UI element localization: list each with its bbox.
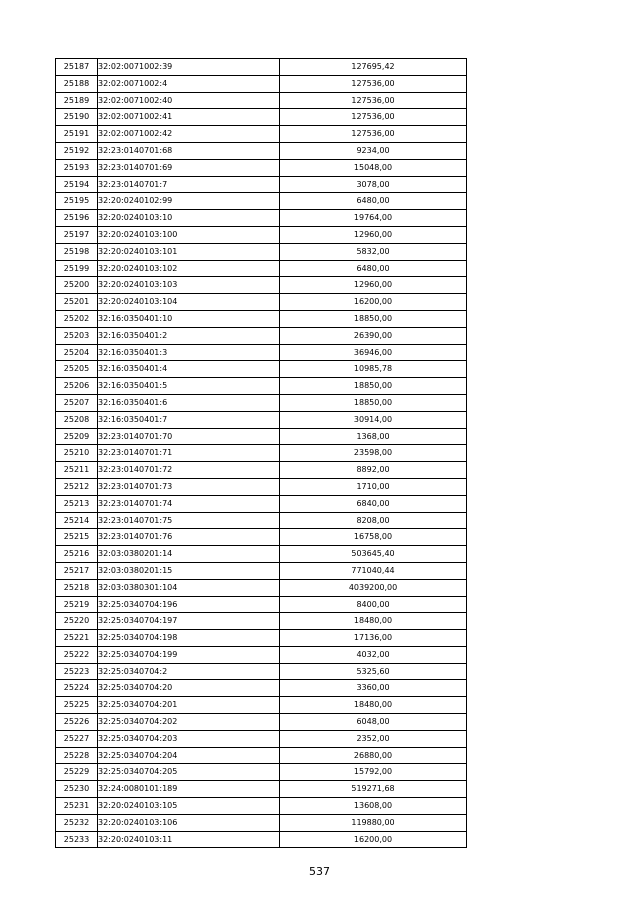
table-row: [56, 831, 467, 848]
value-cell: 2352,00: [280, 730, 467, 747]
table-row: [56, 394, 467, 411]
cadastral-number-cell: 32:25:0340704:205: [98, 764, 280, 781]
value-cell: 13608,00: [280, 798, 467, 815]
row-number-cell: 25231: [56, 798, 98, 815]
cadastral-number-cell: 32:23:0140701:7: [98, 176, 280, 193]
value-cell: 6840,00: [280, 495, 467, 512]
row-number-cell: 25202: [56, 310, 98, 327]
value-cell: 8208,00: [280, 512, 467, 529]
table-row: [56, 579, 467, 596]
value-cell: 18850,00: [280, 378, 467, 395]
row-number-cell: 25199: [56, 260, 98, 277]
row-number-cell: 25195: [56, 193, 98, 210]
row-number-cell: 25187: [56, 59, 98, 76]
cadastral-number-cell: 32:25:0340704:203: [98, 730, 280, 747]
cadastral-number-cell: 32:23:0140701:76: [98, 529, 280, 546]
row-number-cell: 25198: [56, 243, 98, 260]
value-cell: 17136,00: [280, 630, 467, 647]
row-number-cell: 25233: [56, 831, 98, 848]
table-row: [56, 764, 467, 781]
value-cell: 4039200,00: [280, 579, 467, 596]
row-number-cell: 25229: [56, 764, 98, 781]
row-number-cell: 25206: [56, 378, 98, 395]
table-row: [56, 646, 467, 663]
value-cell: 18850,00: [280, 394, 467, 411]
table-row: [56, 596, 467, 613]
cadastral-number-cell: 32:02:0071002:40: [98, 92, 280, 109]
row-number-cell: 25201: [56, 294, 98, 311]
table-row: [56, 92, 467, 109]
table-row: [56, 445, 467, 462]
value-cell: 26880,00: [280, 747, 467, 764]
cadastral-number-cell: 32:23:0140701:72: [98, 462, 280, 479]
cadastral-number-cell: 32:23:0140701:75: [98, 512, 280, 529]
row-number-cell: 25213: [56, 495, 98, 512]
value-cell: 6480,00: [280, 193, 467, 210]
value-cell: 8400,00: [280, 596, 467, 613]
cadastral-number-cell: 32:25:0340704:199: [98, 646, 280, 663]
cadastral-number-cell: 32:16:0350401:10: [98, 310, 280, 327]
value-cell: 19764,00: [280, 210, 467, 227]
row-number-cell: 25204: [56, 344, 98, 361]
cadastral-number-cell: 32:02:0071002:39: [98, 59, 280, 76]
table-row: [56, 260, 467, 277]
value-cell: 127536,00: [280, 75, 467, 92]
table-row: [56, 630, 467, 647]
cadastral-number-cell: 32:16:0350401:7: [98, 411, 280, 428]
table-row: [56, 512, 467, 529]
value-cell: 5832,00: [280, 243, 467, 260]
cadastral-number-cell: 32:25:0340704:2: [98, 663, 280, 680]
table-row: [56, 226, 467, 243]
row-number-cell: 25214: [56, 512, 98, 529]
value-cell: 15792,00: [280, 764, 467, 781]
table-row: [56, 378, 467, 395]
value-cell: 127536,00: [280, 109, 467, 126]
table-row: [56, 59, 467, 76]
row-number-cell: 25205: [56, 361, 98, 378]
row-number-cell: 25230: [56, 781, 98, 798]
table-row: [56, 428, 467, 445]
value-cell: 23598,00: [280, 445, 467, 462]
cadastral-number-cell: 32:20:0240103:105: [98, 798, 280, 815]
row-number-cell: 25207: [56, 394, 98, 411]
cadastral-number-cell: 32:20:0240103:103: [98, 277, 280, 294]
value-cell: 36946,00: [280, 344, 467, 361]
row-number-cell: 25191: [56, 126, 98, 143]
value-cell: 4032,00: [280, 646, 467, 663]
cadastral-number-cell: 32:02:0071002:41: [98, 109, 280, 126]
page-number: 537: [309, 865, 330, 878]
row-number-cell: 25217: [56, 562, 98, 579]
registry-table: [55, 58, 467, 848]
table-row: [56, 327, 467, 344]
value-cell: 1368,00: [280, 428, 467, 445]
row-number-cell: 25221: [56, 630, 98, 647]
table-row: [56, 75, 467, 92]
value-cell: 1710,00: [280, 478, 467, 495]
row-number-cell: 25194: [56, 176, 98, 193]
row-number-cell: 25200: [56, 277, 98, 294]
cadastral-number-cell: 32:23:0140701:73: [98, 478, 280, 495]
cadastral-number-cell: 32:02:0071002:42: [98, 126, 280, 143]
table-row: [56, 747, 467, 764]
cadastral-number-cell: 32:20:0240103:104: [98, 294, 280, 311]
value-cell: 127695,42: [280, 59, 467, 76]
cadastral-number-cell: 32:20:0240102:99: [98, 193, 280, 210]
value-cell: 16200,00: [280, 831, 467, 848]
value-cell: 3078,00: [280, 176, 467, 193]
table-row: [56, 562, 467, 579]
value-cell: 127536,00: [280, 126, 467, 143]
table-row: [56, 109, 467, 126]
value-cell: 6048,00: [280, 714, 467, 731]
table-row: [56, 277, 467, 294]
row-number-cell: 25209: [56, 428, 98, 445]
table-row: [56, 142, 467, 159]
value-cell: 503645,40: [280, 546, 467, 563]
row-number-cell: 25225: [56, 697, 98, 714]
row-number-cell: 25188: [56, 75, 98, 92]
value-cell: 8892,00: [280, 462, 467, 479]
table-row: [56, 344, 467, 361]
cadastral-number-cell: 32:16:0350401:6: [98, 394, 280, 411]
cadastral-number-cell: 32:24:0080101:189: [98, 781, 280, 798]
value-cell: 12960,00: [280, 226, 467, 243]
cadastral-number-cell: 32:20:0240103:106: [98, 814, 280, 831]
row-number-cell: 25220: [56, 613, 98, 630]
table-row: [56, 210, 467, 227]
table-row: [56, 697, 467, 714]
cadastral-number-cell: 32:25:0340704:20: [98, 680, 280, 697]
value-cell: 15048,00: [280, 159, 467, 176]
cadastral-number-cell: 32:23:0140701:70: [98, 428, 280, 445]
registry-table-body: [56, 59, 467, 848]
value-cell: 9234,00: [280, 142, 467, 159]
row-number-cell: 25192: [56, 142, 98, 159]
value-cell: 18480,00: [280, 697, 467, 714]
row-number-cell: 25223: [56, 663, 98, 680]
row-number-cell: 25212: [56, 478, 98, 495]
row-number-cell: 25226: [56, 714, 98, 731]
table-row: [56, 294, 467, 311]
cadastral-number-cell: 32:25:0340704:204: [98, 747, 280, 764]
cadastral-number-cell: 32:16:0350401:2: [98, 327, 280, 344]
row-number-cell: 25222: [56, 646, 98, 663]
cadastral-number-cell: 32:25:0340704:201: [98, 697, 280, 714]
cadastral-number-cell: 32:20:0240103:100: [98, 226, 280, 243]
value-cell: 3360,00: [280, 680, 467, 697]
value-cell: 5325,60: [280, 663, 467, 680]
row-number-cell: 25218: [56, 579, 98, 596]
value-cell: 18480,00: [280, 613, 467, 630]
table-row: [56, 243, 467, 260]
table-row: [56, 126, 467, 143]
cadastral-number-cell: 32:16:0350401:3: [98, 344, 280, 361]
row-number-cell: 25203: [56, 327, 98, 344]
cadastral-number-cell: 32:20:0240103:11: [98, 831, 280, 848]
table-row: [56, 529, 467, 546]
cadastral-number-cell: 32:20:0240103:102: [98, 260, 280, 277]
row-number-cell: 25189: [56, 92, 98, 109]
value-cell: 18850,00: [280, 310, 467, 327]
cadastral-number-cell: 32:25:0340704:196: [98, 596, 280, 613]
cadastral-number-cell: 32:16:0350401:5: [98, 378, 280, 395]
table-row: [56, 546, 467, 563]
table-row: [56, 613, 467, 630]
row-number-cell: 25232: [56, 814, 98, 831]
row-number-cell: 25219: [56, 596, 98, 613]
row-number-cell: 25216: [56, 546, 98, 563]
row-number-cell: 25215: [56, 529, 98, 546]
cadastral-number-cell: 32:23:0140701:68: [98, 142, 280, 159]
cadastral-number-cell: 32:20:0240103:10: [98, 210, 280, 227]
table-row: [56, 159, 467, 176]
table-row: [56, 714, 467, 731]
cadastral-number-cell: 32:23:0140701:74: [98, 495, 280, 512]
cadastral-number-cell: 32:03:0380301:104: [98, 579, 280, 596]
table-row: [56, 781, 467, 798]
value-cell: 127536,00: [280, 92, 467, 109]
row-number-cell: 25196: [56, 210, 98, 227]
table-row: [56, 310, 467, 327]
row-number-cell: 25197: [56, 226, 98, 243]
row-number-cell: 25210: [56, 445, 98, 462]
row-number-cell: 25193: [56, 159, 98, 176]
table-row: [56, 814, 467, 831]
value-cell: 26390,00: [280, 327, 467, 344]
cadastral-number-cell: 32:23:0140701:69: [98, 159, 280, 176]
value-cell: 771040,44: [280, 562, 467, 579]
row-number-cell: 25228: [56, 747, 98, 764]
table-row: [56, 663, 467, 680]
cadastral-number-cell: 32:23:0140701:71: [98, 445, 280, 462]
row-number-cell: 25190: [56, 109, 98, 126]
cadastral-number-cell: 32:02:0071002:4: [98, 75, 280, 92]
cadastral-number-cell: 32:25:0340704:198: [98, 630, 280, 647]
value-cell: 12960,00: [280, 277, 467, 294]
table-row: [56, 478, 467, 495]
table-row: [56, 411, 467, 428]
value-cell: 10985,78: [280, 361, 467, 378]
value-cell: 30914,00: [280, 411, 467, 428]
row-number-cell: 25211: [56, 462, 98, 479]
row-number-cell: 25224: [56, 680, 98, 697]
row-number-cell: 25208: [56, 411, 98, 428]
value-cell: 16758,00: [280, 529, 467, 546]
cadastral-number-cell: 32:25:0340704:197: [98, 613, 280, 630]
table-row: [56, 798, 467, 815]
table-row: [56, 462, 467, 479]
value-cell: 16200,00: [280, 294, 467, 311]
value-cell: 6480,00: [280, 260, 467, 277]
table-row: [56, 495, 467, 512]
cadastral-number-cell: 32:25:0340704:202: [98, 714, 280, 731]
value-cell: 519271,68: [280, 781, 467, 798]
table-row: [56, 176, 467, 193]
cadastral-number-cell: 32:20:0240103:101: [98, 243, 280, 260]
table-row: [56, 730, 467, 747]
cadastral-number-cell: 32:03:0380201:14: [98, 546, 280, 563]
table-row: [56, 193, 467, 210]
value-cell: 119880,00: [280, 814, 467, 831]
table-row: [56, 361, 467, 378]
table-row: [56, 680, 467, 697]
cadastral-number-cell: 32:16:0350401:4: [98, 361, 280, 378]
row-number-cell: 25227: [56, 730, 98, 747]
cadastral-number-cell: 32:03:0380201:15: [98, 562, 280, 579]
